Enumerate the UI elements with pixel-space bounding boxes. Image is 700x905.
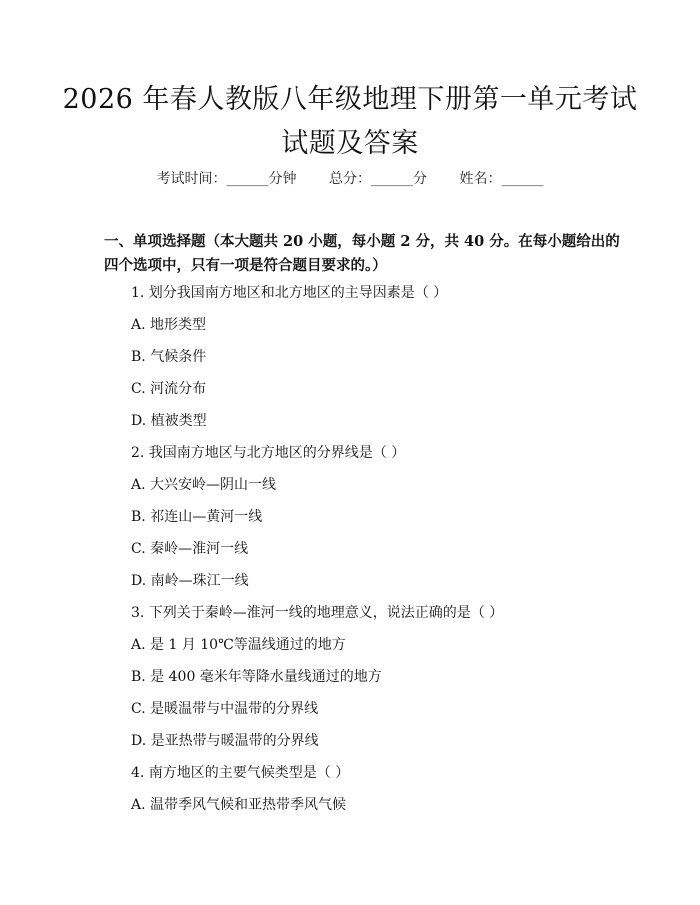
section-heading: 一、单项选择题（本大题共 20 小题，每小题 2 分，共 40 分。在每小题给出的四个选项中，只有一项是符合题目要求的。） (104, 233, 620, 274)
question-3-option-d: D. 是亚热带与暖温带的分界线 (131, 733, 319, 749)
exam-time-field: 考试时间：______分钟 (156, 171, 297, 187)
question-2-option-d: D. 南岭—珠江一线 (131, 573, 249, 589)
question-1-option-c: C. 河流分布 (131, 381, 207, 397)
question-2-option-b: B. 祁连山—黄河一线 (131, 509, 263, 525)
question-4-option-a: A. 温带季风气候和亚热带季风气候 (131, 797, 347, 813)
question-3-option-b: B. 是 400 毫米年等降水量线通过的地方 (131, 669, 382, 685)
question-1-option-d: D. 植被类型 (131, 413, 207, 429)
question-3-option-a: A. 是 1 月 10℃等温线通过的地方 (131, 637, 346, 653)
question-3-stem: 3. 下列关于秦岭—淮河一线的地理意义，说法正确的是（ ） (131, 605, 504, 621)
question-2-option-a: A. 大兴安岭—阴山一线 (131, 477, 277, 493)
exam-meta (0, 168, 700, 188)
question-2-stem: 2. 我国南方地区与北方地区的分界线是（ ） (131, 445, 406, 461)
total-score-field: 总分：______分 (329, 171, 427, 187)
question-3-option-c: C. 是暖温带与中温带的分界线 (131, 701, 319, 717)
student-name-field: 姓名：______ (459, 171, 544, 187)
document-title: 2026 年春人教版八年级地理下册第一单元考试试题及答案 (62, 84, 638, 159)
question-4-stem: 4. 南方地区的主要气候类型是（ ） (131, 765, 350, 781)
question-1-option-a: A. 地形类型 (131, 317, 207, 333)
question-1-option-b: B. 气候条件 (131, 349, 207, 365)
question-2-option-c: C. 秦岭—淮河一线 (131, 541, 249, 557)
question-1-stem: 1. 划分我国南方地区和北方地区的主导因素是（ ） (131, 285, 448, 301)
